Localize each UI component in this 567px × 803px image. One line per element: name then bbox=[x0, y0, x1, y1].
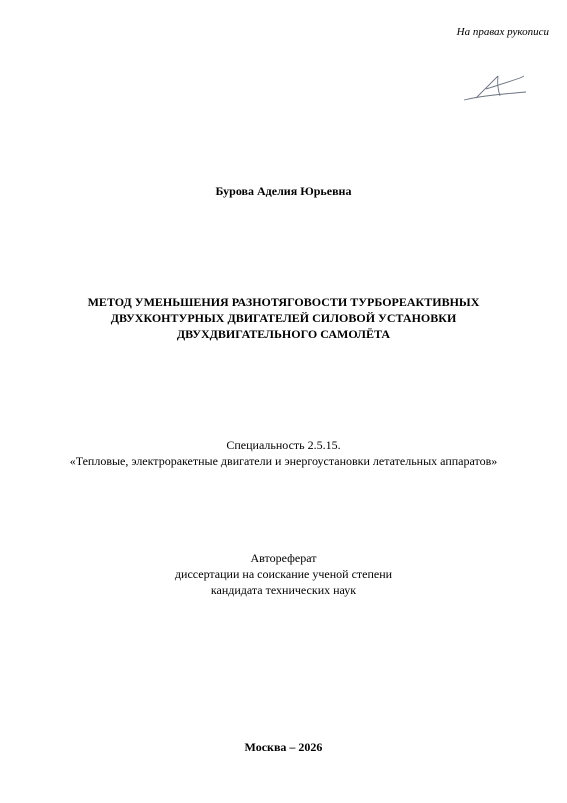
specialty-block bbox=[0, 437, 567, 469]
author-name: Бурова Аделия Юрьевна bbox=[215, 184, 352, 198]
abstract-line: кандидата технических наук bbox=[210, 583, 357, 597]
abstract-line: Автореферат bbox=[250, 551, 317, 565]
abstract-line: диссертации на соискание ученой степени bbox=[174, 567, 393, 581]
rights-note: На правах рукописи bbox=[456, 26, 549, 38]
title-line: МЕТОД УМЕНЬШЕНИЯ РАЗНОТЯГОВОСТИ ТУРБОРЕАКТИВНЫХ bbox=[87, 295, 480, 309]
title-line: ДВУХДВИГАТЕЛЬНОГО САМОЛЁТА bbox=[176, 327, 391, 341]
specialty-code: Специальность 2.5.15. bbox=[226, 438, 341, 452]
city-year: Москва – 2026 bbox=[244, 740, 323, 754]
abstract-block bbox=[0, 550, 567, 598]
dissertation-title bbox=[0, 294, 567, 342]
signature-icon bbox=[462, 72, 530, 104]
specialty-name: «Тепловые, электроракетные двигатели и энергоустановки летательных аппаратов» bbox=[69, 454, 498, 468]
title-line: ДВУХКОНТУРНЫХ ДВИГАТЕЛЕЙ СИЛОВОЙ УСТАНОВКИ bbox=[110, 311, 457, 325]
